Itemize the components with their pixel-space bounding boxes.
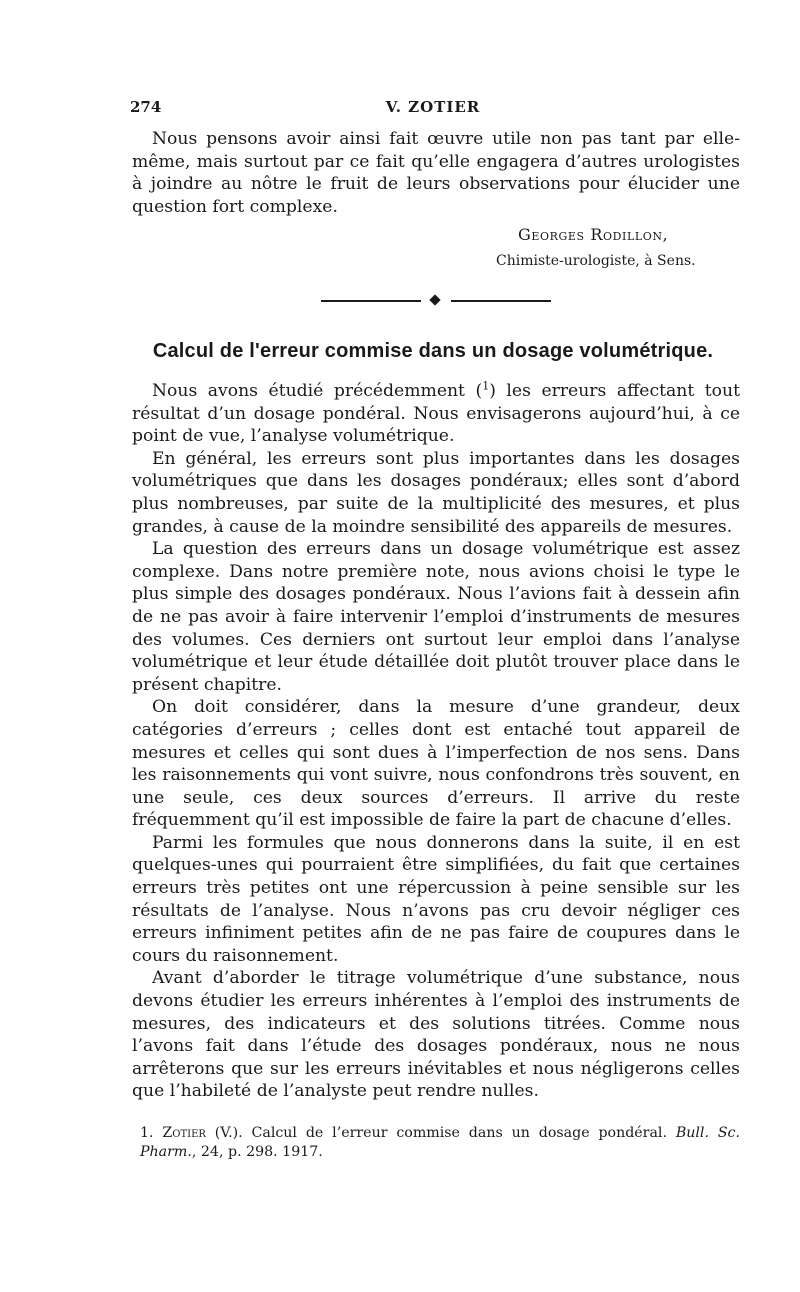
page-number: 274 (130, 98, 162, 116)
article-paragraph-5: Parmi les formules que nous donnerons dans la suite, il en est quelques-unes qui pourraient être simplifiées, du fait que certaines erreurs très petites ont une répercussion à peine sensible sur les résultats de l’analyse. Nous n’avons pas cru devoir négliger ces erreurs infiniment petites afin de ne pas faire de coupures dans le cours du raisonnement. (132, 832, 740, 966)
article-body (132, 380, 740, 1103)
article-paragraph-2: En général, les erreurs sont plus importantes dans les dosages volumétriques que dans les dosages pondéraux; elles sont d’abord plus nombreuses, par suite de la multiplicité des mesures, et plus grandes, à cause de la moindre sensibilité des appareils de mesures. (132, 448, 740, 537)
footnote-reference[interactable]: 1 (482, 379, 490, 393)
article-paragraph-1 (132, 380, 740, 448)
p1-after-ref: ) les erreurs affectant tout résultat d’un dosage pondéral. Nous envisagerons aujourd’hui, à ce point de vue, l’analyse volumétrique. (132, 381, 740, 447)
continuation-text (132, 128, 740, 218)
footnote-journal: Bull. Sc. Pharm. (140, 1125, 741, 1160)
running-head (126, 98, 740, 122)
continuation-paragraph: Nous pensons avoir ainsi fait œuvre utile non pas tant par elle-même, mais surtout par ce fait qu’elle engagera d’autres urologistes à joindre au nôtre le fruit de leurs observations pour élucider une question fort complexe. (132, 129, 740, 217)
footnote-text: Calcul de l’erreur commise dans un dosage pondéral. (251, 1125, 676, 1141)
footnote-author-initial: (V.). (205, 1125, 252, 1141)
footnote (140, 1124, 740, 1162)
footnote-author: Zotier (162, 1125, 206, 1141)
article-paragraph-6: Avant d’aborder le titrage volumétrique d’une substance, nous devons étudier les erreurs inhérentes à l’emploi des instruments de mesures, des indicateurs et des solutions titrées. Comme nous l’avons fait dans l’étude des dosages pondéraux, nous ne nous arrêterons que sur les erreurs inévitables et nous négligerons celles que l’habileté de l’analyste peut rendre nulles. (132, 968, 740, 1102)
p1-before-ref: Nous avons étudié précédemment ( (152, 381, 483, 401)
signature-name: Georges Rodillon, (518, 225, 669, 244)
footnote-citation: , 24, p. 298. 1917. (191, 1144, 323, 1160)
article-title: Calcul de l'erreur commise dans un dosage volumétrique. (152, 340, 714, 362)
separator-rule-right (451, 300, 551, 302)
running-title: V. ZOTIER (385, 98, 481, 116)
separator-rule-left (321, 300, 421, 302)
article-paragraph-4: On doit considérer, dans la mesure d’une grandeur, deux catégories d’erreurs ; celles dont est entaché tout appareil de mesures et celles qui sont dues à l’imperfection de nos sens. Dans les raisonnements qui vont suivre, nous confondrons très souvent, en une seule, ces deux sources d’erreurs. Il arrive du reste fréquemment qu’il est impossible de faire la part de chacune d’elles. (132, 697, 740, 831)
diamond-ornament-icon (429, 294, 440, 305)
section-separator (321, 296, 551, 306)
signature-role: Chimiste-urologiste, à Sens. (496, 253, 696, 269)
footnote-number: 1. (140, 1125, 154, 1141)
article-paragraph-3: La question des erreurs dans un dosage volumétrique est assez complexe. Dans notre première note, nous avions choisi le type le plus simple des dosages pondéraux. Nous l’avions fait à dessein afin de ne pas avoir à faire intervenir l’emploi d’instruments de mesures des volumes. Ces derniers ont surtout leur emploi dans l’analyse volumétrique et leur étude détaillée doit plutôt trouver place dans le présent chapitre. (132, 539, 740, 695)
